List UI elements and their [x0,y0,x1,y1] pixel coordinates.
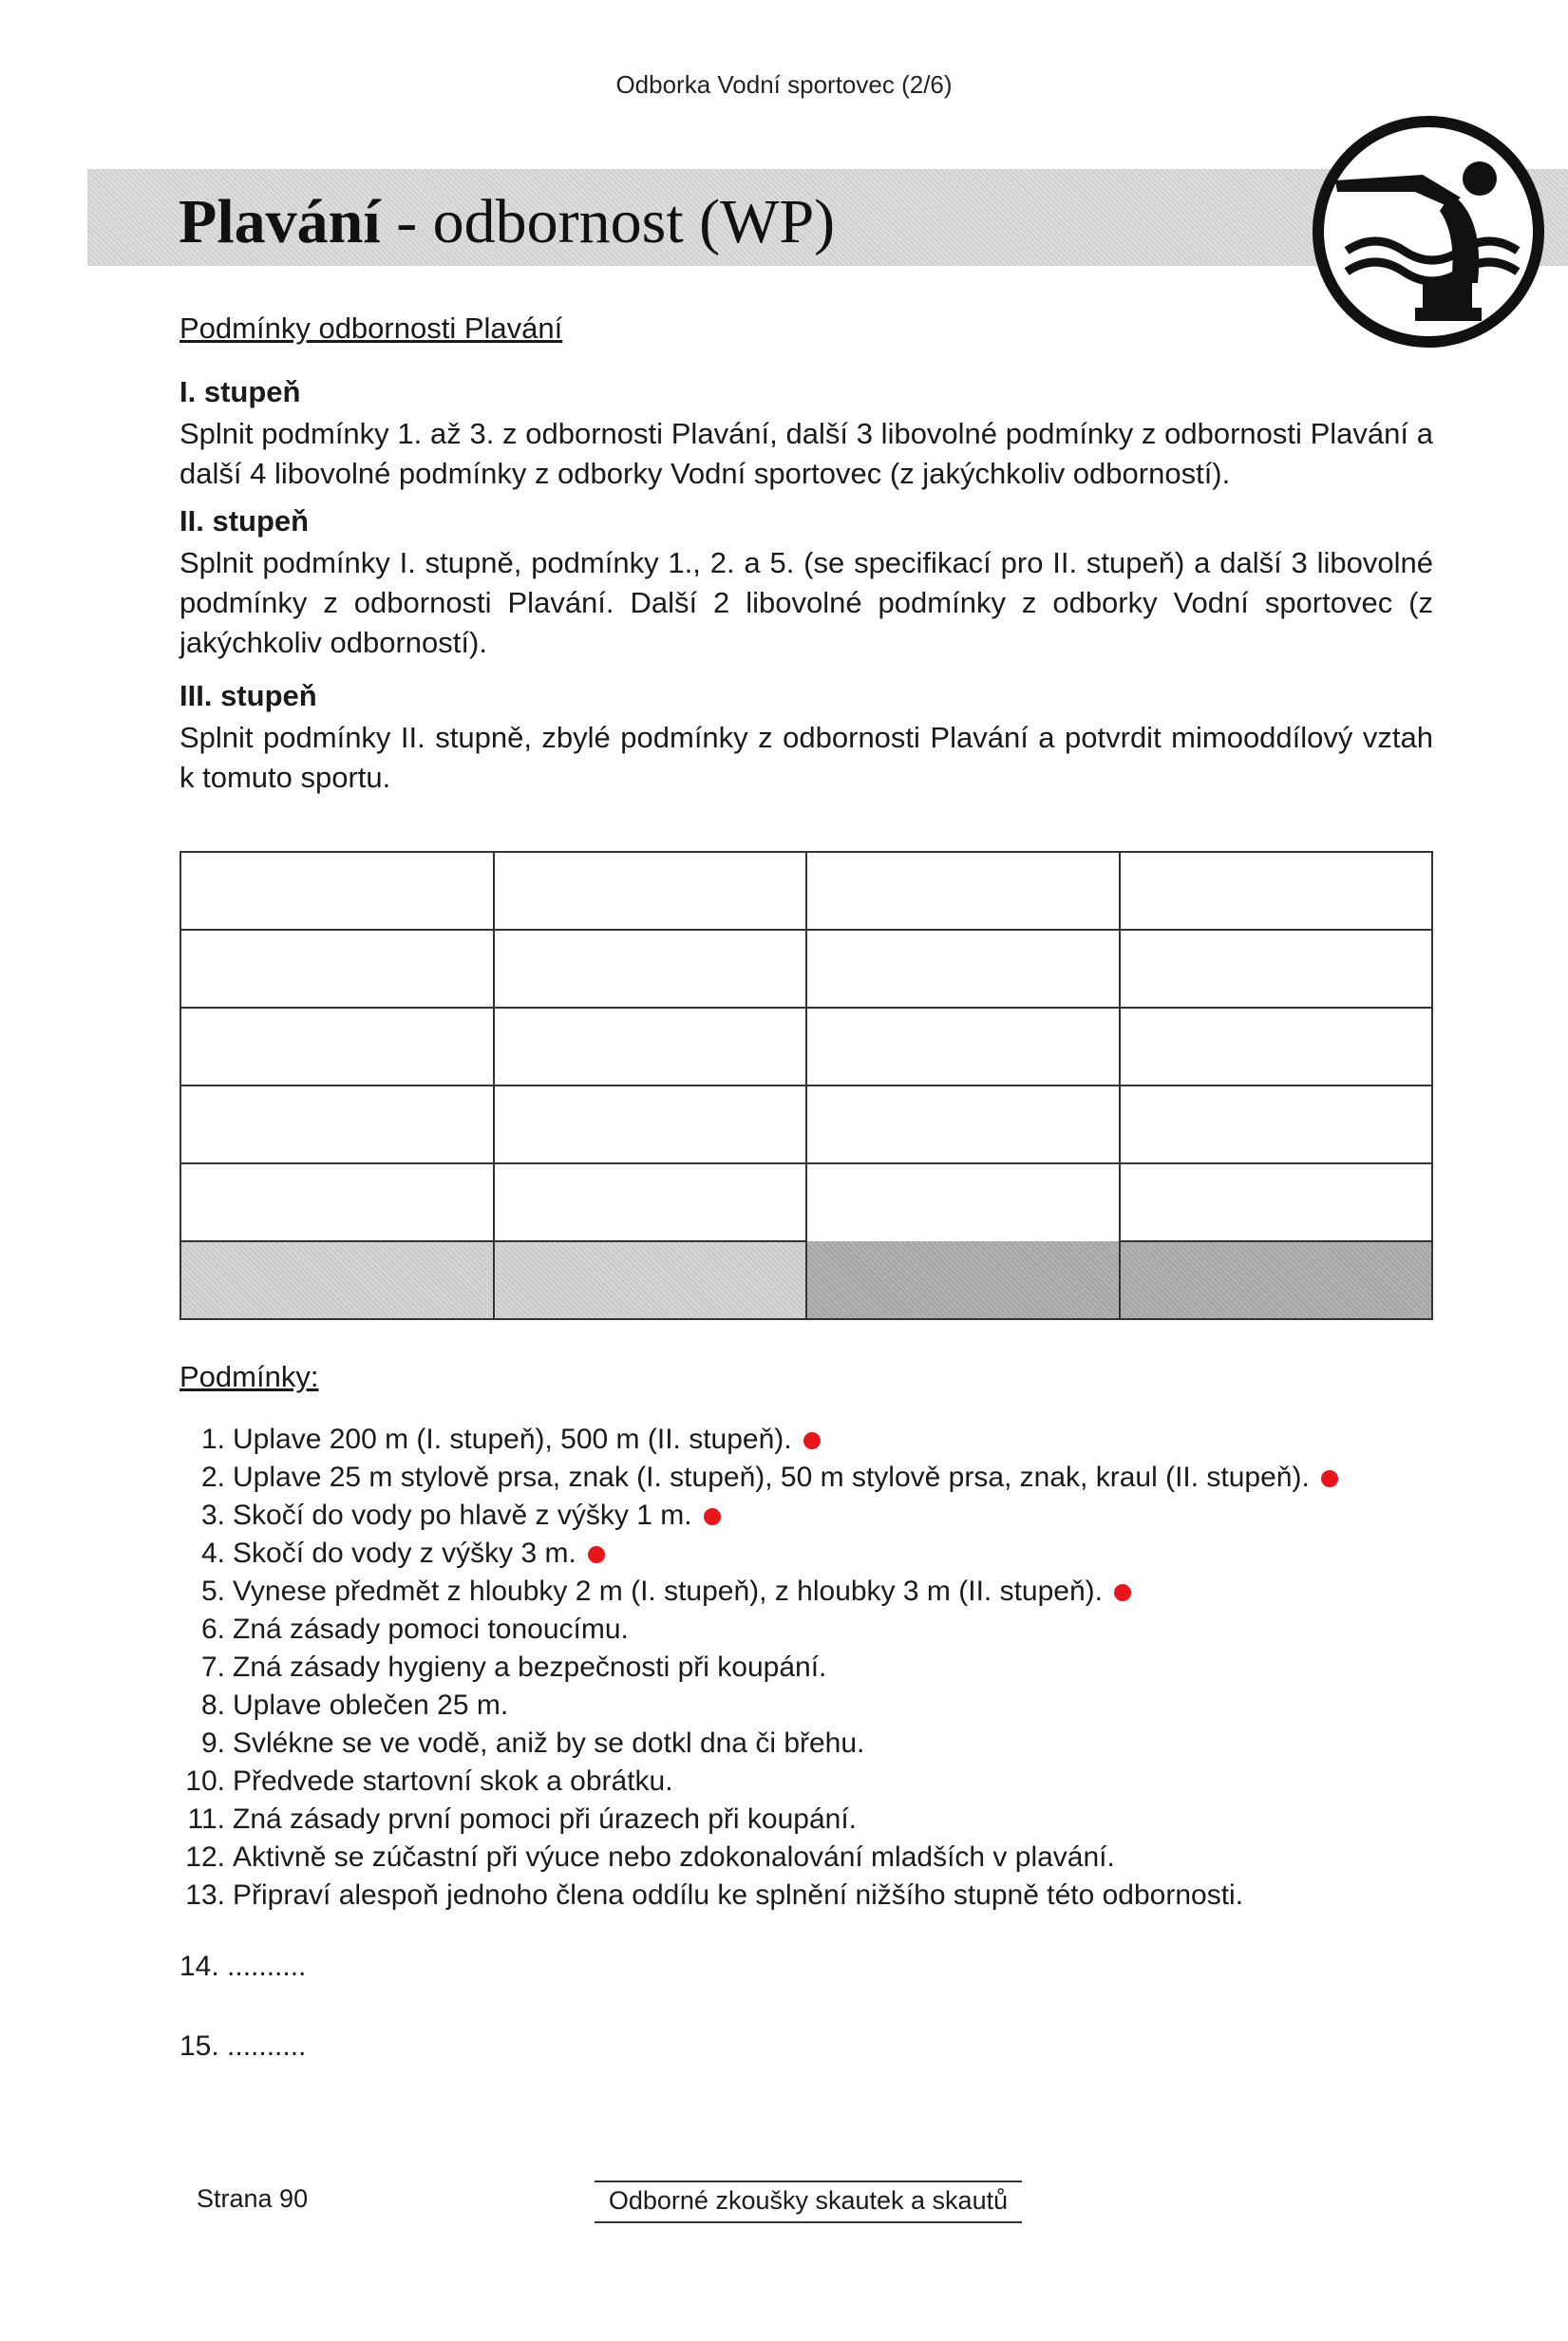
grid-cell-shaded [494,1241,807,1319]
condition-text: Zná zásady pomoci tonoucímu. [233,1614,629,1645]
grid-cell[interactable] [494,1086,807,1163]
level-heading: III. stupeň [179,679,317,712]
condition-item [179,1839,1414,1877]
condition-number: 7. [200,1652,225,1683]
grid-cell[interactable] [1120,930,1433,1008]
running-header: Odborka Vodní sportovec (2/6) [615,70,953,99]
page-title [179,186,835,258]
condition-item [179,1801,1414,1839]
level-heading: I. stupeň [179,375,301,408]
condition-item [179,1497,1414,1535]
grid-cell[interactable] [806,852,1120,930]
mandatory-dot-icon [1114,1584,1131,1601]
condition-number: 11. [187,1803,225,1835]
book-title: Odborné zkoušky skautek a skautů [595,2181,1022,2223]
level-heading: II. stupeň [179,504,310,538]
condition-item [179,1421,1414,1459]
condition-number: 10. [185,1765,225,1797]
condition-item [179,1687,1414,1725]
extra-condition: 14. .......... [179,1951,307,1982]
conditions-list [179,1421,1414,1915]
condition-number: 8. [200,1690,225,1721]
grid-cell[interactable] [1120,1008,1433,1086]
condition-item [179,1535,1414,1573]
grid-cell-shaded-dark [1120,1241,1433,1319]
level-text: Splnit podmínky 1. až 3. z odbornosti Plavání, další 3 libovolné podmínky z odbornosti Plavání a další 4 libovolné podmínky z odborky Vodní sportovec (z jakýchkoliv odborností). [179,417,1433,490]
condition-text: Svlékne se ve vodě, aniž by se dotkl dna či břehu. [233,1727,865,1759]
grid-cell[interactable] [180,930,494,1008]
condition-number: 13. [185,1879,225,1911]
mandatory-dot-icon [1321,1470,1338,1487]
condition-number: 9. [200,1727,225,1759]
swimmer-diving-icon [1309,112,1548,351]
grid-cell-shaded-dark [806,1241,1120,1319]
grid-row [180,1008,1432,1086]
condition-text: Aktivně se zúčastní při výuce nebo zdokonalování mladších v plavání. [233,1841,1115,1873]
grid-row [180,852,1432,930]
grid-cell[interactable] [806,930,1120,1008]
condition-text: Předvede startovní skok a obrátku. [233,1765,673,1797]
grid-cell[interactable] [180,1086,494,1163]
mandatory-dot-icon [803,1432,821,1449]
level-3 [179,676,1433,798]
condition-number: 4. [200,1538,225,1569]
condition-text: Zná zásady první pomoci při úrazech při koupání. [233,1803,857,1835]
level-text: Splnit podmínky II. stupně, zbylé podmínky z odbornosti Plavání a potvrdit mimooddílový vztah k tomuto sportu. [179,721,1433,794]
level-text: Splnit podmínky I. stupně, podmínky 1., 2. a 5. (se specifikací pro II. stupeň) a další 3 libovolné podmínky z odbornosti Plavání. Další 2 libovolné podmínky z odborky Vodní sportovec (z jakýchkoliv odborností). [179,546,1433,659]
grid-cell[interactable] [180,1008,494,1086]
condition-text: Zná zásady hygieny a bezpečnosti při koupání. [233,1652,827,1683]
grid-cell[interactable] [494,1008,807,1086]
grid-row-shaded [180,1241,1432,1319]
grid-row [180,1086,1432,1163]
grid-cell[interactable] [180,852,494,930]
condition-text: Vynese předmět z hloubky 2 m (I. stupeň), z hloubky 3 m (II. stupeň). [233,1576,1103,1607]
level-2 [179,501,1433,663]
level-1 [179,372,1433,494]
condition-text: Uplave 25 m stylově prsa, znak (I. stupeň), 50 m stylově prsa, znak, kraul (II. stupeň). [233,1462,1310,1493]
grid-cell-blocked [1120,1163,1433,1241]
grid-cell-shaded [180,1241,494,1319]
title-rest: - odbornost (WP) [380,187,836,256]
condition-number: 3. [200,1500,225,1531]
condition-number: 12. [185,1841,225,1873]
grid-cell[interactable] [806,1008,1120,1086]
condition-text: Uplave oblečen 25 m. [233,1690,509,1721]
page-number: Strana 90 [197,2184,309,2213]
record-grid [179,851,1433,1320]
title-main: Plavání [179,187,381,256]
requirements-heading: Podmínky odbornosti Plavání [179,312,563,345]
extra-condition: 15. .......... [179,2030,307,2062]
grid-cell[interactable] [494,1163,807,1241]
condition-item [179,1725,1414,1763]
grid-cell[interactable] [494,852,807,930]
condition-number: 1. [200,1424,225,1455]
condition-text: Připraví alespoň jednoho člena oddílu ke splnění nižšího stupně této odbornosti. [233,1879,1244,1911]
condition-item [179,1649,1414,1687]
condition-item [179,1763,1414,1801]
condition-number: 2. [200,1462,225,1493]
grid-cell[interactable] [1120,1086,1433,1163]
grid-cell[interactable] [180,1163,494,1241]
condition-item [179,1611,1414,1649]
grid-cell[interactable] [806,1086,1120,1163]
grid-row [180,1163,1432,1241]
condition-item [179,1573,1414,1611]
mandatory-dot-icon [704,1508,721,1525]
condition-text: Uplave 200 m (I. stupeň), 500 m (II. stupeň). [233,1424,792,1455]
grid-cell[interactable] [494,930,807,1008]
conditions-heading: Podmínky: [179,1360,319,1393]
condition-text: Skočí do vody po hlavě z výšky 1 m. [233,1500,692,1531]
condition-item [179,1459,1414,1497]
grid-row [180,930,1432,1008]
condition-number: 6. [200,1614,225,1645]
grid-cell[interactable] [1120,852,1433,930]
grid-cell-blocked [806,1163,1120,1241]
condition-text: Skočí do vody z výšky 3 m. [233,1538,576,1569]
condition-number: 5. [200,1576,225,1607]
mandatory-dot-icon [588,1546,605,1563]
condition-item [179,1877,1414,1915]
